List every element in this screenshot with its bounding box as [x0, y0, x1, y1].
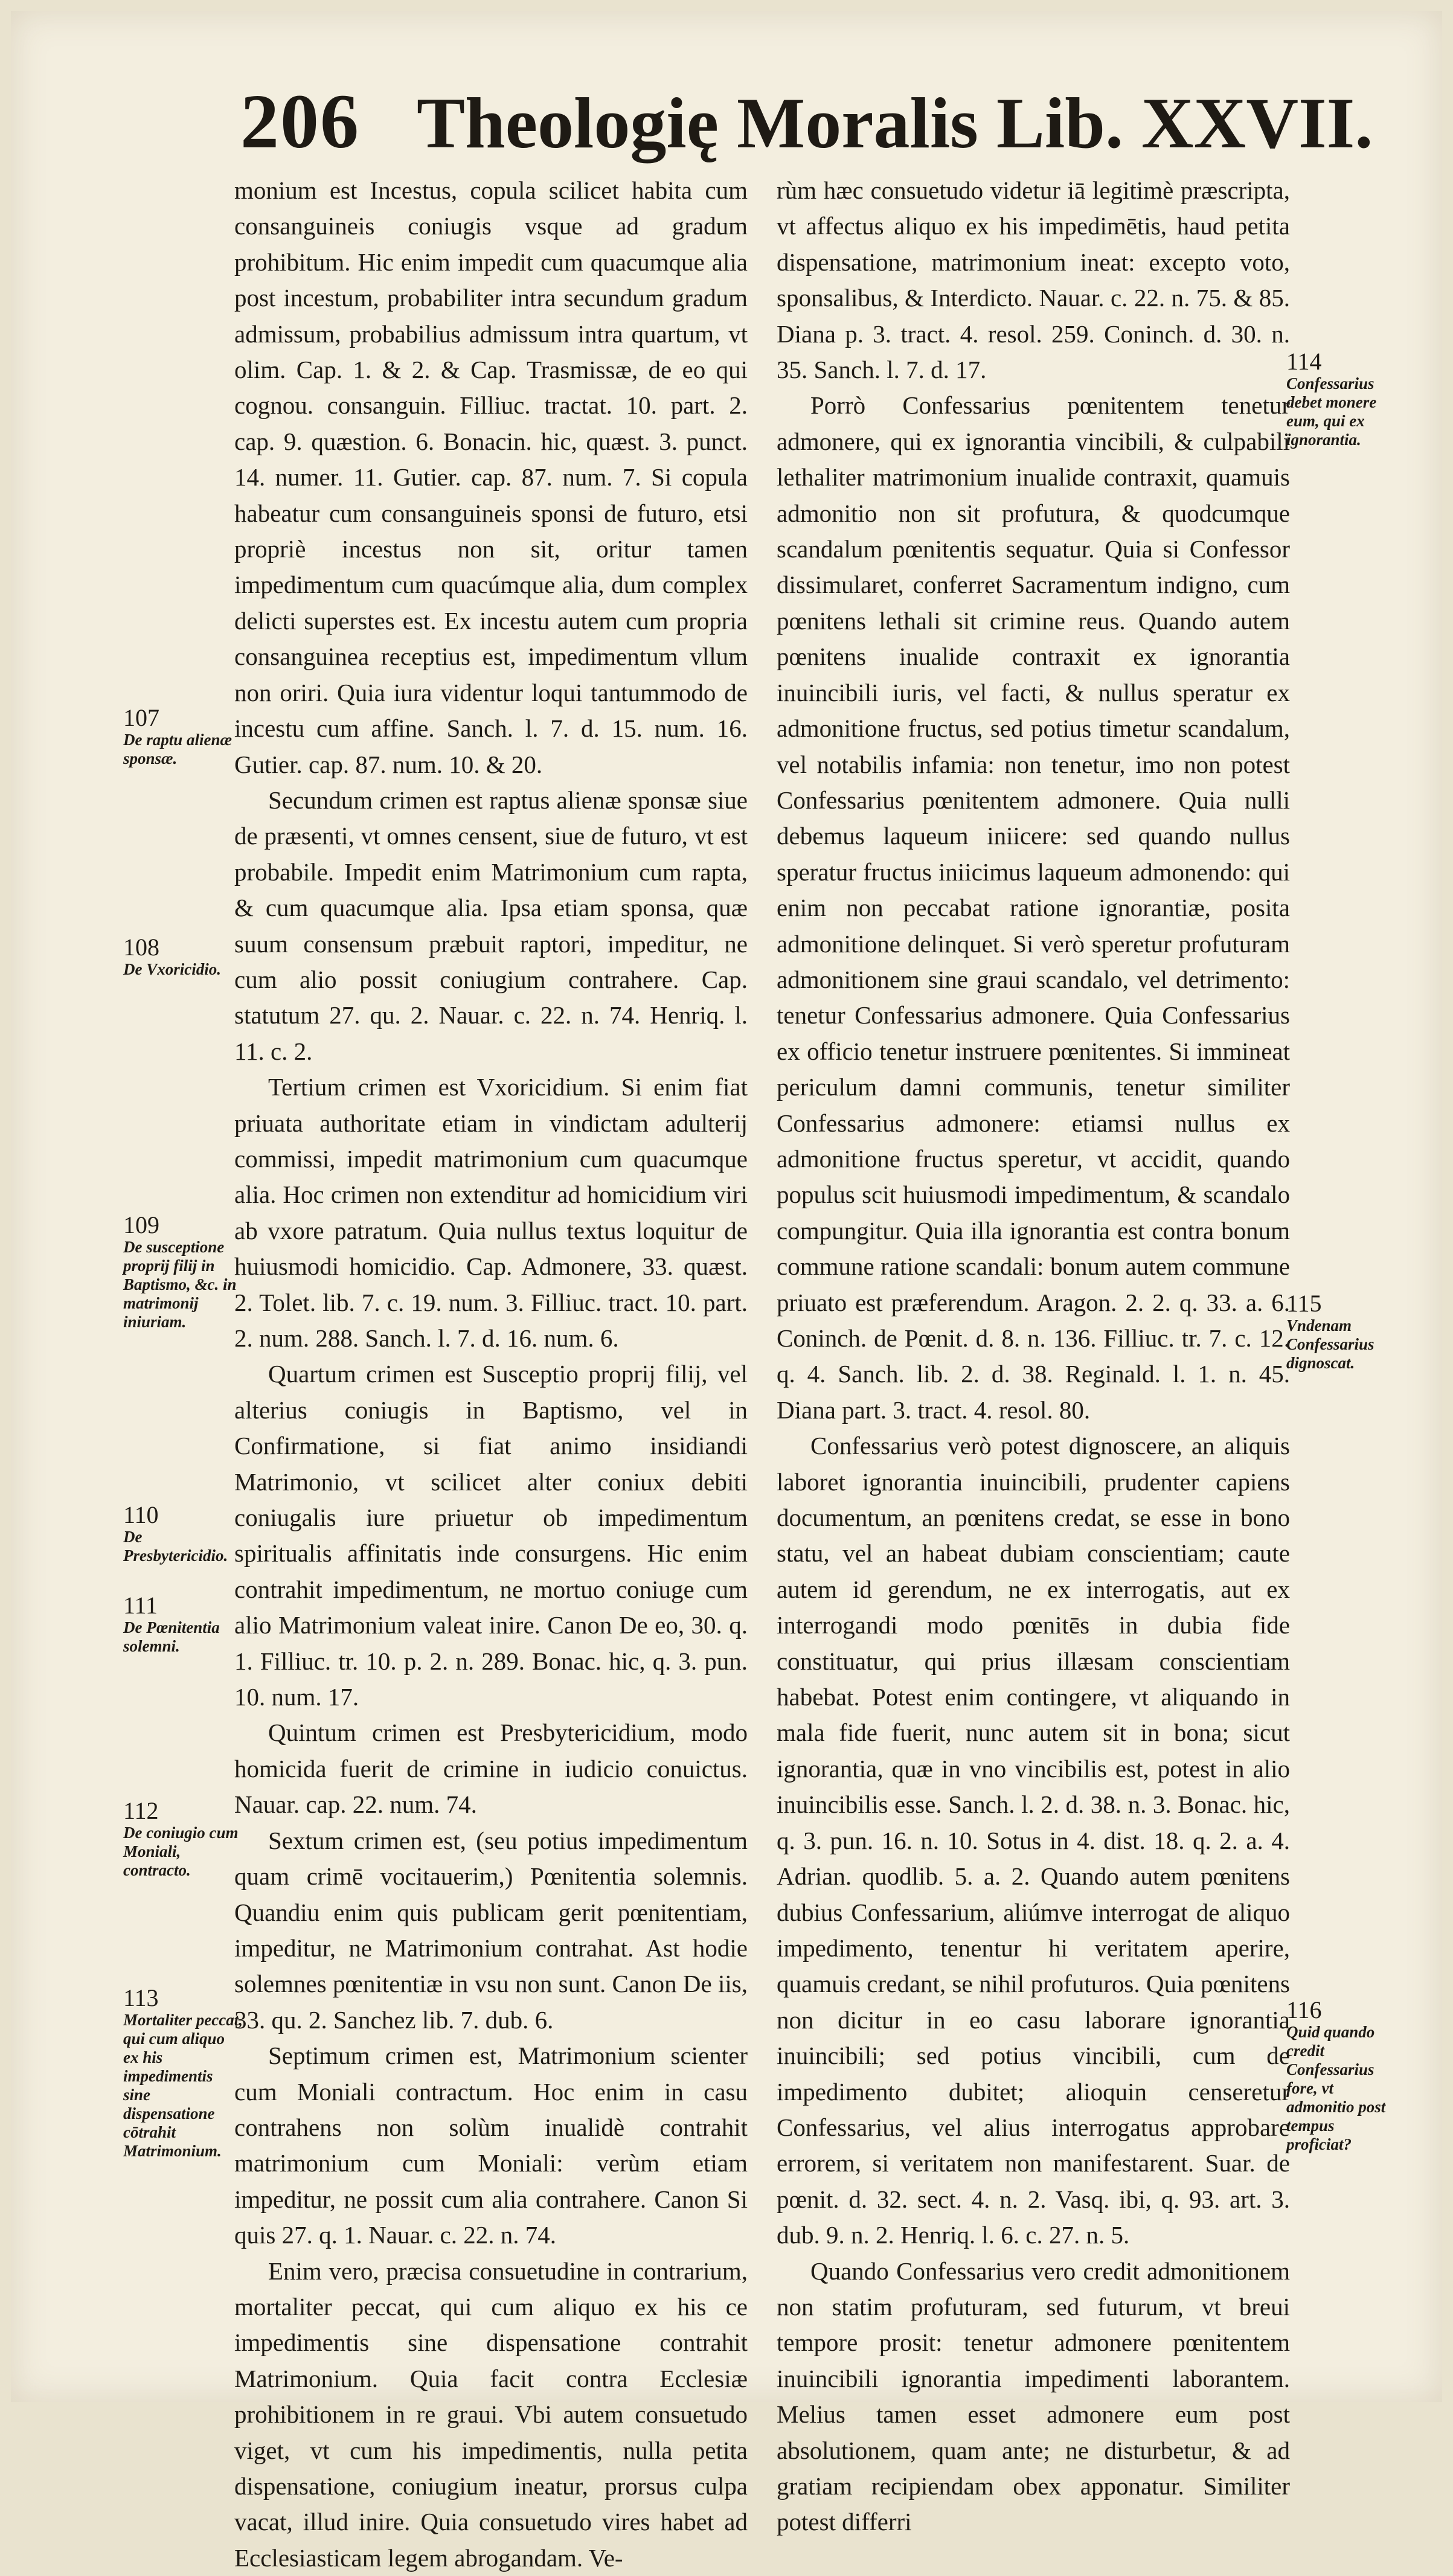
page-number: 206	[240, 78, 360, 164]
margin-note-number: 110	[123, 1501, 159, 1528]
paragraph-uxoricidium: Tertium crimen est Vxoricidium. Si enim fiat priuata authoritate etiam in vindictam adulterij commissi, impedit matrimonium cum quacumque alia. Hoc crimen non extenditur ad homicidium viri ab vxore patratum. Quia nullus textus loquitur de huiusmodi homicidio. Cap. Admonere, 33. quæst. 2. Tolet. lib. 7. c. 19. num. 3. Filliuc. tract. 10. part. 2. num. 288. Sanch. l. 7. d. 16. num. 6.	[234, 1073, 748, 1352]
margin-note-text: Mortaliter peccat, qui cum aliquo ex his impedimentis sine dispensatione cōtrahit Matrimonium.	[123, 2011, 243, 2160]
running-title: Theologię Moralis Lib. XXVII.	[417, 83, 1373, 163]
margin-note-number: 107	[123, 704, 159, 731]
margin-note-number: 116	[1286, 1996, 1322, 2023]
margin-note-number: 111	[123, 1592, 158, 1619]
margin-note-number: 109	[123, 1211, 159, 1238]
margin-note-114	[1286, 349, 1395, 449]
right-text-column	[777, 173, 1290, 2540]
margin-note-text: Confessarius debet monere eum, qui ex ignorantia.	[1286, 374, 1377, 449]
margin-note-107	[123, 705, 244, 768]
margin-note-number: 108	[123, 934, 159, 961]
margin-note-112	[123, 1798, 244, 1880]
margin-note-text: De coniugio cum Moniali, contracto.	[123, 1824, 239, 1879]
paragraph-moniali: Septimum crimen est, Matrimonium scienter cum Moniali contractum. Hoc enim in casu contrahens non solùm inualidè contrahit matrimonium cum Moniali: verùm etiam impeditur, ne possit cum alia contrahere. Canon Si quis 27. q. 1. Nauar. c. 22. n. 74.	[234, 2042, 748, 2249]
paragraph-confessarius-admonere: Porrò Confessarius pœnitentem tenetur admonere, qui ex ignorantia vincibili, & culpabili lethaliter matrimonium inualide contraxit, quamuis admonitio non sit profutura, & quodcumque scandalum pœnitentis sequatur. Quia si Confessor dissimularet, conferret Sacramentum indigno, cum pœnitens lethali sit crimine reus. Quando autem pœnitens inualide contraxit ex ignorantia inuincibili iuris, vel facti, & nullus speratur ex admonitione fructus, sed potius timetur scandalum, vel notabilis infamia: non tenetur, imo non potest Confessarius pœnitentem admonere. Quia nulli debemus laqueum iniicere: sed quando nullus speratur fructus iniicimus laqueum admonendo: qui enim non peccabat ratione ignorantiæ, posita admonitione delinquet. Si verò speretur profuturam admonitionem sine graui scandalo, vel detrimento: tenetur Confessarius admonere. Quia Confessarius ex officio tenetur instruere pœnitentes. Si immineat periculum damni communis, tenetur similiter Confessarius admonere: etiamsi nullus ex admonitione fructus speretur, vt accidit, quando populus scit huiusmodi impedimentum, & scandalo compungitur. Quia illa ignorantia est contra bonum commune ratione scandali: bonum autem commune priuato est præferendum. Aragon. 2. 2. q. 33. a. 6. Coninch. de Pœnit. d. 8. n. 136. Filliuc. tr. 7. c. 12. q. 4. Sanch. lib. 2. d. 38. Reginald. l. 1. n. 45. Diana part. 3. tract. 4. resol. 80.	[777, 391, 1290, 1424]
margin-note-text: De Presbytericidio.	[123, 1528, 228, 1565]
margin-note-110	[123, 1502, 244, 1565]
left-text-column	[234, 173, 748, 2576]
margin-note-text: Quid quando credit Confessarius fore, vt admonitio post tempus proficiat?	[1286, 2023, 1386, 2153]
margin-note-108	[123, 935, 244, 979]
margin-note-number: 113	[123, 1984, 159, 2011]
margin-note-text: Vndenam Confessarius dignoscat.	[1286, 1316, 1374, 1372]
margin-note-number: 114	[1286, 348, 1322, 375]
margin-note-number: 112	[123, 1797, 159, 1824]
margin-note-number: 115	[1286, 1290, 1322, 1317]
margin-note-115	[1286, 1291, 1395, 1373]
margin-note-text: De raptu alienæ sponsæ.	[123, 731, 233, 767]
paragraph-dignoscere: Confessarius verò potest dignoscere, an aliquis laboret ignorantia inuincibili, prudenter capiens documentum, an pœnitens credat, se esse in bono statu, vel an habeat dubiam conscientiam; caute autem id gerendum, ne ex interrogatis, aut ex interrogandi modo pœnitēs in dubia fide constituatur, qui prius illæsam conscientiam habebat. Potest enim contingere, vt aliquando in mala fide fuerit, nunc autem sit in bona; sicut ignorantia, quæ in vno vincibilis est, potest in alio inuincibilis esse. Sanch. l. 2. d. 38. n. 3. Bonac. hic, q. 3. pun. 16. n. 10. Sotus in 4. dist. 18. q. 2. a. 4. Adrian. quodlib. 5. a. 2. Quando autem pœnitens dubius Confessarium, aliúmve interrogat de aliquo impedimento, tenentur hi veritatem aperire, quamuis credant, se nihil profuturos. Quia pœnitens non dicitur in eo casu laborare ignorantia inuincibili; sed potius vincibili, cum de impedimento dubitet; alioquin censeretur Confessarius, vel alius interrogatus approbare errorem, si veritatem non manifestarent. Suar. de pœnit. d. 32. sect. 4. n. 2. Vasq. ibi, q. 93. art. 3. dub. 9. n. 2. Henriq. l. 6. c. 27. n. 5.	[777, 1432, 1290, 2249]
margin-note-116	[1286, 1998, 1395, 2154]
paragraph-presbytericidium: Quintum crimen est Presbytericidium, modo homicida fuerit de crimine in iudicio conuictus. Nauar. cap. 22. num. 74.	[234, 1719, 748, 1819]
paragraph-susceptio: Quartum crimen est Susceptio proprij filij, vel alterius coniugis in Baptismo, vel in Confirmatione, si fiat animo insidiandi Matrimonio, vt scilicet alter coniux debiti coniugalis iure priuetur ob impedimentum spiritualis affinitatis inde consurgens. Hic enim contrahit impedimentum, ne mortuo coniuge cum alio Matrimonium valeat inire. Canon De eo, 30. q. 1. Filliuc. tr. 10. p. 2. n. 289. Bonac. hic, q. 3. pun. 10. num. 17.	[234, 1360, 748, 1711]
page-header	[240, 77, 1373, 168]
paragraph-poenitentia: Sextum crimen est, (seu potius impedimentum quam crimē vocitauerim,) Pœnitentia solemnis. Quandiu enim quis publicam gerit pœnitentiam, impeditur, ne Matrimonium contrahat. Ast hodie solemnes pœnitentiæ in vsu non sunt. Canon De iis, 33. qu. 2. Sanchez lib. 7. dub. 6.	[234, 1826, 748, 2034]
paragraph-raptus: Secundum crimen est raptus alienæ sponsæ siue de præsenti, vt omnes censent, siue de futuro, vt est probabile. Impedit enim Matrimonium cum rapta, & cum quacumque alia. Ipsa etiam sponsa, quæ suum consensum præbuit raptori, impeditur, ne cum alio possit coniugium contrahere. Cap. statutum 27. qu. 2. Nauar. c. 22. n. 74. Henriq. l. 11. c. 2.	[234, 786, 748, 1065]
paragraph-mortaliter: Enim vero, præcisa consuetudine in contrarium, mortaliter peccat, qui cum aliquo ex his ce impedimentis sine dispensatione contrahit Matrimonium. Quia facit contra Ecclesiæ prohibitionem in re graui. Vbi autem consuetudo viget, vt cum his impedimentis, nulla petita dispensatione, coniugium ineatur, prorsus culpa vacat, illud inire. Quia consuetudo vires habet ad Ecclesiasticam legem abrogandam. Ve-	[234, 2257, 748, 2572]
margin-note-109	[123, 1213, 244, 1331]
margin-note-text: De Pœnitentia solemni.	[123, 1618, 220, 1655]
margin-note-text: De susceptione proprij filij in Baptismo, &c. in matrimonij iniuriam.	[123, 1238, 237, 1331]
margin-note-111	[123, 1593, 244, 1656]
margin-note-113	[123, 1985, 244, 2161]
book-page	[11, 11, 1442, 2572]
paragraph-consuetudo: rùm hæc consuetudo videtur iā legitimè præscripta, vt affectus aliquo ex his impedimētis, haud petita dispensatione, matrimonium ineat: excepto voto, sponsalibus, & Interdicto. Nauar. c. 22. n. 75. & 85. Diana p. 3. tract. 4. resol. 259. Coninch. d. 30. n. 35. Sanch. l. 7. d. 17.	[777, 176, 1290, 384]
margin-note-text: De Vxoricidio.	[123, 960, 221, 978]
paragraph-credit-admonitionem: Quando Confessarius vero credit admonitionem non statim profuturam, sed futurum, vt breui tempore prosit: tenetur admonere pœnitentem inuincibili ignorantia impedimenti laborantem. Melius tamen esset admonere eum post absolutionem, quam ante; ne disturbetur, & ad gratiam recipiendam obex apponatur. Similiter potest differri	[777, 2257, 1290, 2536]
paragraph-incest: monium est Incestus, copula scilicet habita cum consanguineis coniugis vsque ad gradum prohibitum. Hic enim impedit cum quacumque alia post incestum, probabiliter intra secundum gradum admissum, probabilius admissum intra quartum, vt olim. Cap. 1. & 2. & Cap. Trasmissæ, de eo qui cognou. consanguin. Filliuc. tractat. 10. part. 2. cap. 9. quæstion. 6. Bonacin. hic, quæst. 3. punct. 14. numer. 11. Gutier. cap. 87. num. 7. Si copula habeatur cum consanguineis sponsi de futuro, etsi propriè incestus non sit, oritur tamen impedimentum cum quacúmque alia, dum complex delicti superstes est. Ex incestu autem cum propria consanguinea receptius est, impedimentum vllum non oriri. Quia iura videntur loqui tantummodo de incestu cum affine. Sanch. l. 7. d. 15. num. 16. Gutier. cap. 87. num. 10. & 20.	[234, 176, 748, 778]
